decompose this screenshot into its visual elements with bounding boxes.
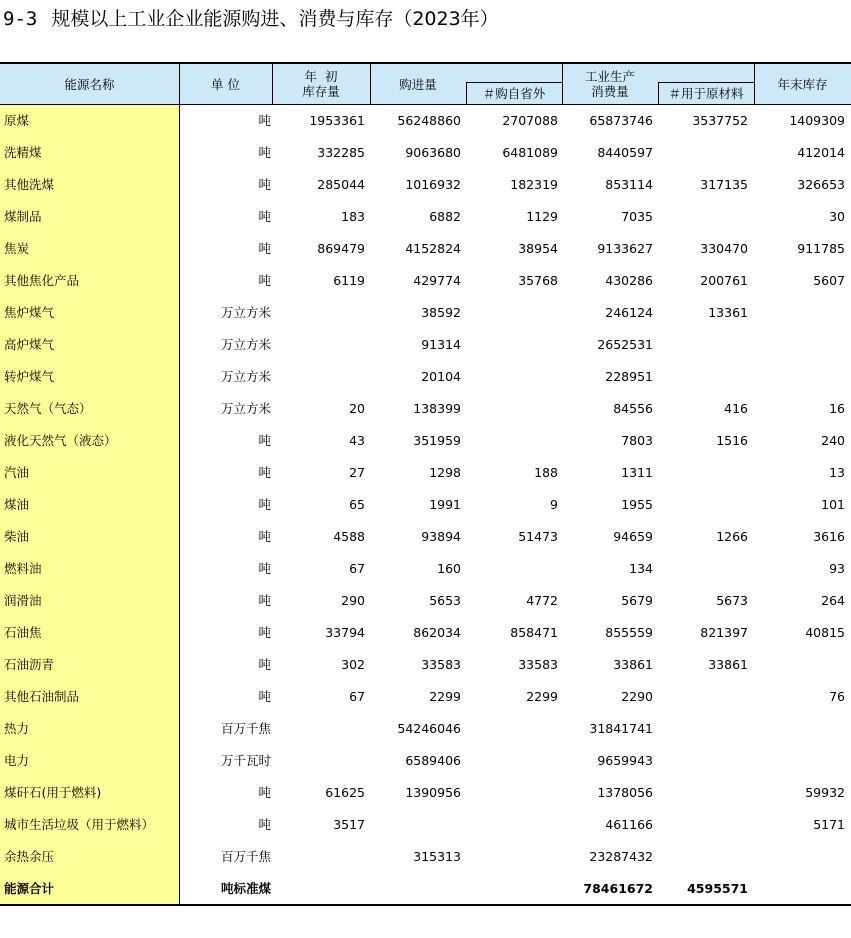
closing-stock-cell: 5171 — [813, 817, 845, 832]
energy-name-cell: 焦炭 — [4, 241, 30, 256]
table-row — [0, 777, 851, 809]
energy-name-cell: 原煤 — [4, 113, 30, 128]
table-total-row — [0, 873, 851, 905]
opening-stock-cell: 6119 — [333, 273, 365, 288]
purchase-cell: 1991 — [429, 497, 461, 512]
unit-cell: 吨 — [258, 561, 271, 576]
header-energy-name: 能源名称 — [64, 76, 115, 92]
table-row — [0, 361, 851, 393]
purchase-cell: 315313 — [413, 849, 461, 864]
consumption-cell: 65873746 — [589, 113, 653, 128]
purchase-cell: 54246046 — [397, 721, 461, 736]
unit-cell: 吨 — [258, 817, 271, 832]
header-consumption-line2: 消费量 — [591, 84, 629, 99]
opening-stock-cell: 43 — [349, 433, 365, 448]
header-consumption — [562, 64, 658, 104]
header-divider — [272, 64, 273, 104]
energy-name-cell: 柴油 — [4, 529, 30, 544]
unit-cell: 吨 — [258, 593, 271, 608]
header-consumption-line1: 工业生产 — [584, 69, 635, 84]
closing-stock-cell: 911785 — [797, 241, 845, 256]
consumption-cell: 461166 — [605, 817, 653, 832]
consumption-cell: 134 — [629, 561, 653, 576]
table-number: 9-3 — [3, 8, 38, 30]
table-row — [0, 329, 851, 361]
closing-stock-cell: 326653 — [797, 177, 845, 192]
purchase-outside-cell: 1129 — [526, 209, 558, 224]
header-unit: 单 位 — [211, 76, 240, 92]
closing-stock-cell: 93 — [829, 561, 845, 576]
consumption-cell: 228951 — [605, 369, 653, 384]
table-row — [0, 745, 851, 777]
unit-cell: 万立方米 — [220, 369, 271, 384]
energy-name-cell: 汽油 — [4, 465, 30, 480]
page-title — [3, 6, 499, 32]
consumption-cell: 7035 — [621, 209, 653, 224]
purchase-outside-cell: 188 — [534, 465, 558, 480]
purchase-outside-cell: 38954 — [518, 241, 558, 256]
table-row — [0, 105, 851, 137]
consumption-cell: 2652531 — [597, 337, 653, 352]
energy-name-cell: 液化天然气（液态） — [4, 433, 117, 448]
table-row — [0, 617, 851, 649]
table-row — [0, 681, 851, 713]
raw-material-cell: 13361 — [708, 305, 748, 320]
closing-stock-cell: 101 — [821, 497, 845, 512]
header-opening-stock-line1: 年 初 — [304, 69, 338, 84]
opening-stock-cell: 3517 — [333, 817, 365, 832]
opening-stock-cell: 285044 — [317, 177, 365, 192]
consumption-cell: 1311 — [621, 465, 653, 480]
unit-cell: 万立方米 — [220, 305, 271, 320]
purchase-outside-cell: 4772 — [526, 593, 558, 608]
table-body — [0, 105, 851, 905]
unit-cell: 万立方米 — [220, 401, 271, 416]
consumption-cell: 31841741 — [589, 721, 653, 736]
unit-cell: 百万千焦 — [220, 721, 271, 736]
opening-stock-cell: 67 — [349, 689, 365, 704]
raw-material-cell: 4595571 — [687, 881, 748, 896]
energy-name-cell: 电力 — [4, 753, 30, 768]
closing-stock-cell: 240 — [821, 433, 845, 448]
consumption-cell: 9659943 — [597, 753, 653, 768]
consumption-cell: 84556 — [613, 401, 653, 416]
table-row — [0, 425, 851, 457]
energy-name-cell: 其他洗煤 — [4, 177, 55, 192]
purchase-cell: 2299 — [429, 689, 461, 704]
header-divider — [658, 82, 659, 104]
purchase-outside-cell: 35768 — [518, 273, 558, 288]
purchase-outside-cell: 182319 — [510, 177, 558, 192]
consumption-cell: 2290 — [621, 689, 653, 704]
table-row — [0, 457, 851, 489]
opening-stock-cell: 302 — [341, 657, 365, 672]
table-bottom-rule — [0, 904, 851, 906]
header-subdivider — [658, 82, 755, 83]
table-row — [0, 137, 851, 169]
energy-name-cell: 煤矸石(用于燃料) — [4, 785, 102, 800]
header-divider — [754, 64, 755, 104]
table-row — [0, 649, 851, 681]
opening-stock-cell: 183 — [341, 209, 365, 224]
consumption-cell: 9133627 — [597, 241, 653, 256]
unit-cell: 吨标准煤 — [220, 881, 271, 896]
header-subdivider — [466, 82, 563, 83]
purchase-outside-cell: 9 — [550, 497, 558, 512]
consumption-cell: 855559 — [605, 625, 653, 640]
closing-stock-cell: 412014 — [797, 145, 845, 160]
energy-name-cell: 天然气（气态） — [4, 401, 92, 416]
table-row — [0, 809, 851, 841]
purchase-cell: 38592 — [421, 305, 461, 320]
consumption-cell: 1955 — [621, 497, 653, 512]
opening-stock-cell: 61625 — [325, 785, 365, 800]
purchase-cell: 56248860 — [397, 113, 461, 128]
header-opening-stock — [272, 64, 370, 104]
raw-material-cell: 200761 — [700, 273, 748, 288]
unit-cell: 吨 — [258, 113, 271, 128]
unit-cell: 吨 — [258, 465, 271, 480]
closing-stock-cell: 3616 — [813, 529, 845, 544]
unit-cell: 吨 — [258, 433, 271, 448]
purchase-outside-cell: 2299 — [526, 689, 558, 704]
opening-stock-cell: 20 — [349, 401, 365, 416]
unit-cell: 吨 — [258, 529, 271, 544]
purchase-cell: 33583 — [421, 657, 461, 672]
opening-stock-cell: 1953361 — [309, 113, 365, 128]
consumption-cell: 23287432 — [589, 849, 653, 864]
unit-cell: 吨 — [258, 625, 271, 640]
energy-name-cell: 能源合计 — [4, 881, 55, 896]
header-divider — [179, 64, 180, 104]
purchase-cell: 1390956 — [405, 785, 461, 800]
consumption-cell: 853114 — [605, 177, 653, 192]
purchase-cell: 93894 — [421, 529, 461, 544]
opening-stock-cell: 290 — [341, 593, 365, 608]
energy-name-cell: 其他石油制品 — [4, 689, 80, 704]
purchase-outside-cell: 2707088 — [502, 113, 558, 128]
purchase-cell: 9063680 — [405, 145, 461, 160]
purchase-cell: 1016932 — [405, 177, 461, 192]
consumption-cell: 430286 — [605, 273, 653, 288]
consumption-cell: 8440597 — [597, 145, 653, 160]
purchase-outside-cell: 51473 — [518, 529, 558, 544]
header-raw-material: ＃用于原材料 — [668, 86, 744, 101]
table-row — [0, 393, 851, 425]
closing-stock-cell: 5607 — [813, 273, 845, 288]
purchase-cell: 4152824 — [405, 241, 461, 256]
energy-name-cell: 煤油 — [4, 497, 30, 512]
closing-stock-cell: 30 — [829, 209, 845, 224]
table-row — [0, 233, 851, 265]
raw-material-cell: 3537752 — [692, 113, 748, 128]
purchase-cell: 160 — [437, 561, 461, 576]
opening-stock-cell: 332285 — [317, 145, 365, 160]
raw-material-cell: 317135 — [700, 177, 748, 192]
purchase-cell: 138399 — [413, 401, 461, 416]
raw-material-cell: 1266 — [716, 529, 748, 544]
opening-stock-cell: 869479 — [317, 241, 365, 256]
purchase-outside-cell: 858471 — [510, 625, 558, 640]
energy-name-cell: 城市生活垃圾（用于燃料） — [4, 817, 155, 832]
closing-stock-cell: 40815 — [805, 625, 845, 640]
unit-cell: 吨 — [258, 273, 271, 288]
unit-cell: 吨 — [258, 785, 271, 800]
header-purchase: 购进量 — [399, 76, 437, 92]
unit-cell: 吨 — [258, 657, 271, 672]
unit-cell: 吨 — [258, 689, 271, 704]
raw-material-cell: 330470 — [700, 241, 748, 256]
energy-name-cell: 热力 — [4, 721, 30, 736]
table-row — [0, 297, 851, 329]
opening-stock-cell: 27 — [349, 465, 365, 480]
unit-cell: 吨 — [258, 209, 271, 224]
header-divider — [466, 82, 467, 104]
consumption-cell: 33861 — [613, 657, 653, 672]
table-title: 规模以上工业企业能源购进、消费与库存（2023年） — [51, 8, 499, 30]
consumption-cell: 78461672 — [583, 881, 653, 896]
consumption-cell: 246124 — [605, 305, 653, 320]
table-row — [0, 169, 851, 201]
purchase-cell: 1298 — [429, 465, 461, 480]
closing-stock-cell: 13 — [829, 465, 845, 480]
consumption-cell: 5679 — [621, 593, 653, 608]
raw-material-cell: 5673 — [716, 593, 748, 608]
purchase-cell: 5653 — [429, 593, 461, 608]
header-purchase-outside: ＃购自省外 — [482, 86, 546, 101]
purchase-outside-cell: 6481089 — [502, 145, 558, 160]
purchase-cell: 429774 — [413, 273, 461, 288]
energy-name-cell: 转炉煤气 — [4, 369, 55, 384]
unit-cell: 吨 — [258, 241, 271, 256]
purchase-cell: 6589406 — [405, 753, 461, 768]
energy-name-cell: 余热余压 — [4, 849, 55, 864]
unit-cell: 万立方米 — [220, 337, 271, 352]
unit-cell: 万千瓦时 — [220, 753, 271, 768]
closing-stock-cell: 1409309 — [789, 113, 845, 128]
unit-cell: 吨 — [258, 177, 271, 192]
opening-stock-cell: 4588 — [333, 529, 365, 544]
purchase-cell: 20104 — [421, 369, 461, 384]
consumption-cell: 94659 — [613, 529, 653, 544]
purchase-cell: 91314 — [421, 337, 461, 352]
unit-cell: 百万千焦 — [220, 849, 271, 864]
purchase-cell: 862034 — [413, 625, 461, 640]
energy-name-cell: 润滑油 — [4, 593, 42, 608]
raw-material-cell: 821397 — [700, 625, 748, 640]
consumption-cell: 7803 — [621, 433, 653, 448]
energy-name-cell: 高炉煤气 — [4, 337, 55, 352]
opening-stock-cell: 33794 — [325, 625, 365, 640]
raw-material-cell: 1516 — [716, 433, 748, 448]
closing-stock-cell: 76 — [829, 689, 845, 704]
header-closing-stock: 年末库存 — [777, 76, 828, 92]
energy-name-cell: 石油焦 — [4, 625, 42, 640]
table-row — [0, 201, 851, 233]
energy-name-cell: 煤制品 — [4, 209, 42, 224]
header-divider — [562, 64, 563, 104]
unit-cell: 吨 — [258, 145, 271, 160]
opening-stock-cell: 65 — [349, 497, 365, 512]
raw-material-cell: 33861 — [708, 657, 748, 672]
energy-name-cell: 焦炉煤气 — [4, 305, 55, 320]
table-row — [0, 713, 851, 745]
purchase-outside-cell: 33583 — [518, 657, 558, 672]
table-row — [0, 841, 851, 873]
closing-stock-cell: 264 — [821, 593, 845, 608]
energy-name-cell: 其他焦化产品 — [4, 273, 80, 288]
opening-stock-cell: 67 — [349, 561, 365, 576]
table-row — [0, 265, 851, 297]
consumption-cell: 1378056 — [597, 785, 653, 800]
energy-name-cell: 洗精煤 — [4, 145, 42, 160]
table-row — [0, 489, 851, 521]
table-row — [0, 521, 851, 553]
purchase-cell: 351959 — [413, 433, 461, 448]
closing-stock-cell: 16 — [829, 401, 845, 416]
header-divider — [370, 64, 371, 104]
table-row — [0, 553, 851, 585]
raw-material-cell: 416 — [724, 401, 748, 416]
energy-name-cell: 燃料油 — [4, 561, 42, 576]
header-opening-stock-line2: 库存量 — [302, 84, 340, 99]
energy-name-cell: 石油沥青 — [4, 657, 55, 672]
unit-cell: 吨 — [258, 497, 271, 512]
closing-stock-cell: 59932 — [805, 785, 845, 800]
purchase-cell: 6882 — [429, 209, 461, 224]
table-header — [0, 64, 851, 105]
table-row — [0, 585, 851, 617]
